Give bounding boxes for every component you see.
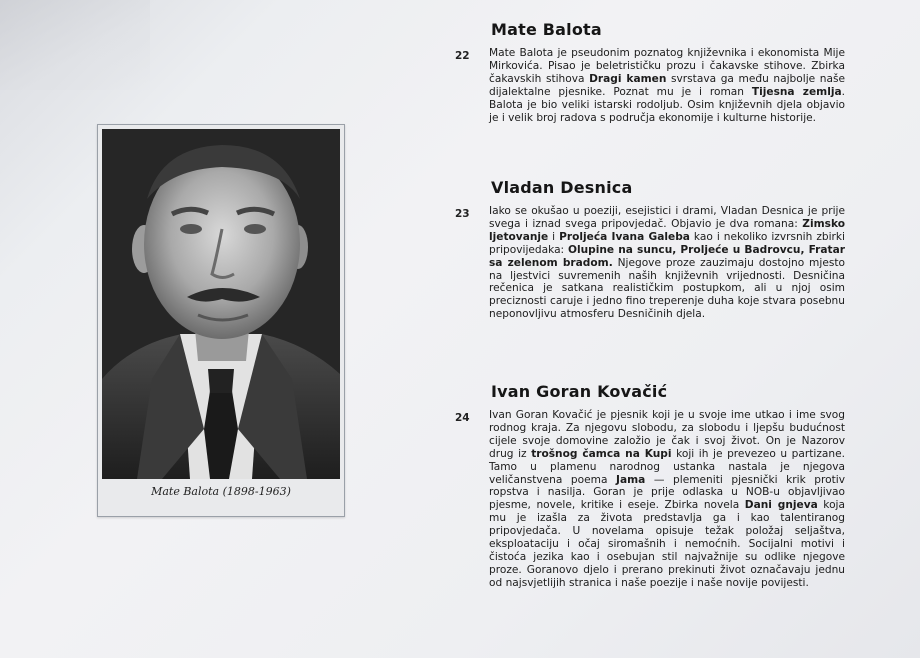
entry-number: 23 bbox=[455, 208, 470, 220]
entry-ivan-goran-kovacic bbox=[455, 382, 845, 590]
entry-text: Iako se okušao u poeziji, esejistici i drami, Vladan Desnica je prije svega i iznad svega pripovjedač. Objavio je dva romana: Zimsko ljetovanje i Proljeća Ivana Galeba kao i nekoliko izvrsnih zbirki pripovijedaka: Olupine na suncu, Proljeće u Badrovcu, Fratar sa zelenom bradom. Njegove proze zauzimaju dostojno mjesto na ljestvici suvremenih naših književnih vrijednosti. Desničina rečenica je satkana realističkim postupkom, ali u njoj osim preciznosti caruje i jedno fino treperenje duha koje stvara posebnu neponovljivu atmosferu Desničinih djela. bbox=[489, 205, 845, 321]
entry-number: 24 bbox=[455, 412, 470, 424]
entry-vladan-desnica bbox=[455, 178, 845, 321]
entry-number: 22 bbox=[455, 50, 470, 62]
entry-text: Ivan Goran Kovačić je pjesnik koji je u svoje ime utkao i ime svog rodnog kraja. Za njegovu slobodu, za slobodu i ljepšu budućnost cijele svoje domovine založio je čak i svoj život. On je Nazorov drug iz trošnog čamca na Kupi koji ih je prevezeo u partizane. Tamo u plamenu narodnog ustanka nastala je njegova veličanstvena poema Jama — plemeniti pjesnički krik protiv ropstva i nasilja. Goran je prije odlaska u NOB-u objavljivao pjesme, novele, kritike i eseje. Zbirka novela Dani gnjeva koja mu je izašla za života predstavlja ga i kao talentiranog pripovjedača. U novelama opisuje težak položaj seljaštva, eksploataciju i očaj siromašnih i nemoćnih. Socijalni motivi i čistoća jezika kao i osebujan stil najvažnije su odlike njegove proze. Goranovo djelo i prerano prekinuti život označavaju jednu od najsvjetlijih stranica i naše poezije i naše novije povijesti. bbox=[489, 409, 845, 589]
entry-title: Ivan Goran Kovačić bbox=[491, 382, 668, 401]
page-fold-shadow bbox=[0, 0, 150, 90]
entry-text: Mate Balota je pseudonim poznatog književnika i ekonomista Mije Mirkovića. Pisao je beletrističku prozu i čakavske stihove. Zbirka čakavskih stihova Dragi kamen svrstava ga među najbolje naše dijalektalne pjesnike. Poznat mu je i roman Tijesna zemlja. Balota je bio veliki istarski rodoljub. Osim književnih djela objavio je i velik broj radova s područja ekonomije i kulturne historije. bbox=[489, 47, 845, 124]
entry-title: Vladan Desnica bbox=[491, 178, 633, 197]
entry-mate-balota bbox=[455, 20, 845, 124]
entry-title: Mate Balota bbox=[491, 20, 602, 39]
portrait-photo bbox=[102, 129, 340, 479]
portrait-card bbox=[97, 124, 345, 517]
portrait-caption: Mate Balota (1898-1963) bbox=[151, 485, 291, 498]
portrait-illustration bbox=[102, 129, 340, 479]
